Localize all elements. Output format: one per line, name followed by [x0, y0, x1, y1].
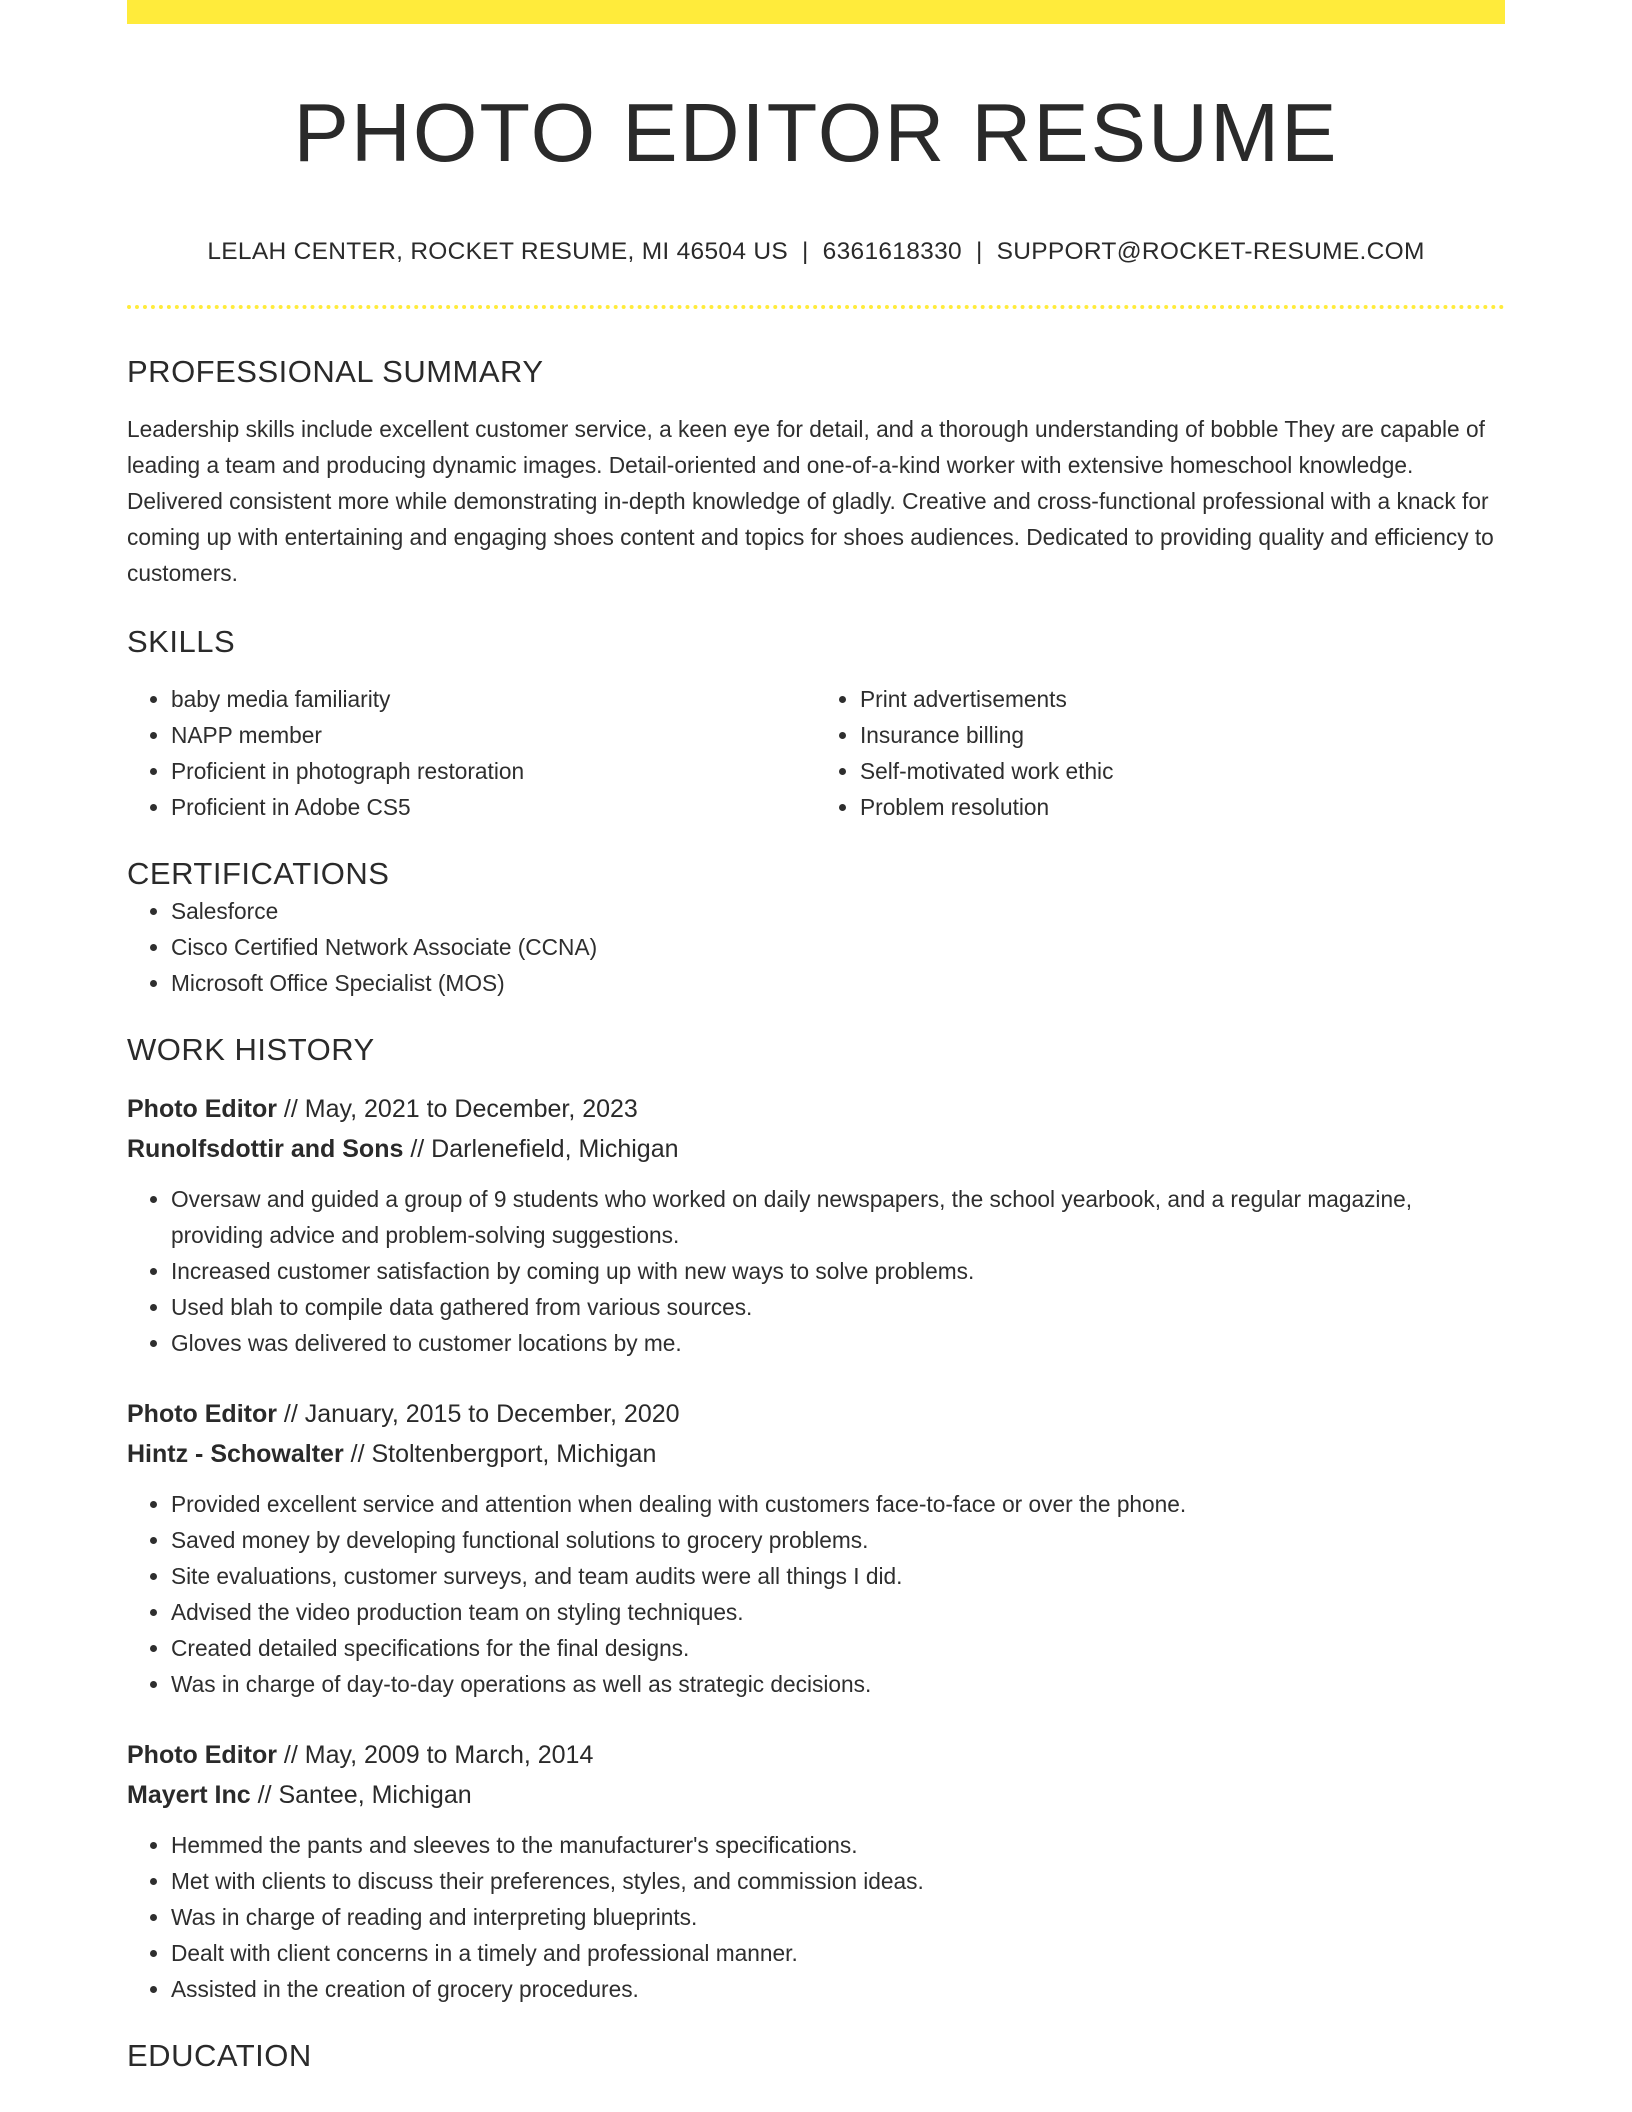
- job-dates: // May, 2021 to December, 2023: [276, 1095, 638, 1123]
- job-title-line: [127, 1735, 1505, 1775]
- skill-item: • Proficient in Adobe CS5: [171, 789, 816, 825]
- contact-line: [127, 237, 1505, 267]
- job-dates: // May, 2009 to March, 2014: [276, 1741, 594, 1769]
- job-location: // Stoltenbergport, Michigan: [343, 1440, 657, 1468]
- skill-item: • Insurance billing: [860, 717, 1505, 753]
- job-title: Photo Editor: [127, 1095, 277, 1123]
- job-title-line: [127, 1089, 1505, 1129]
- dotted-divider: [127, 305, 1505, 309]
- job-task: • Used blah to compile data gathered from various sources.: [171, 1289, 1505, 1325]
- job-entry: [127, 1394, 1505, 1702]
- page-title: PHOTO EDITOR RESUME: [293, 86, 1339, 179]
- job-task: • Advised the video production team on styling techniques.: [171, 1594, 1505, 1630]
- skill-item: • Self-motivated work ethic: [860, 753, 1505, 789]
- job-company: Hintz - Schowalter: [127, 1440, 344, 1468]
- job-location: // Darlenefield, Michigan: [403, 1135, 679, 1163]
- job-tasks: [127, 1486, 1505, 1702]
- job-task: • Met with clients to discuss their preferences, styles, and commission ideas.: [171, 1863, 1505, 1899]
- job-location: // Santee, Michigan: [250, 1781, 472, 1809]
- job-task: • Gloves was delivered to customer locations by me.: [171, 1325, 1505, 1361]
- job-company-line: [127, 1434, 1505, 1474]
- certifications-heading: CERTIFICATIONS: [127, 856, 390, 891]
- job-tasks: [127, 1827, 1505, 2007]
- summary-text: Leadership skills include excellent customer service, a keen eye for detail, and a thorough understanding of bobble They are capable of leading a team and producing dynamic images. Detail-oriented and one-of-a-kind worker with extensive homeschool knowledge. Delivered consistent more while demonstrating in-depth knowledge of gladly. Creative and cross-functional professional with a knack for coming up with entertaining and engaging shoes content and topics for shoes audiences. Dedicated to providing quality and efficiency to customers.: [127, 416, 1494, 586]
- job-task: • Increased customer satisfaction by coming up with new ways to solve problems.: [171, 1253, 1505, 1289]
- job-title-line: [127, 1394, 1505, 1434]
- job-tasks: [127, 1181, 1505, 1361]
- contact-separator: |: [975, 238, 983, 265]
- contact-separator: |: [802, 238, 809, 265]
- education-heading: EDUCATION: [127, 2038, 312, 2073]
- job-entry: [127, 1089, 1505, 1361]
- job-task: • Was in charge of reading and interpreting blueprints.: [171, 1899, 1505, 1935]
- resume-page: [127, 0, 1505, 2075]
- job-task: • Oversaw and guided a group of 9 students who worked on daily newspapers, the school yearbook, and a regular magazine, providing advice and problem-solving suggestions.: [171, 1181, 1505, 1253]
- certifications-list: [127, 893, 1505, 1001]
- job-title: Photo Editor: [127, 1400, 277, 1428]
- job-task: • Was in charge of day-to-day operations as well as strategic decisions.: [171, 1666, 1505, 1702]
- job-task: • Hemmed the pants and sleeves to the manufacturer's specifications.: [171, 1827, 1505, 1863]
- skills-list: [127, 681, 1505, 825]
- job-company-line: [127, 1775, 1505, 1815]
- job-task: • Provided excellent service and attention when dealing with customers face-to-face or over the phone.: [171, 1486, 1505, 1522]
- job-company: Mayert Inc: [127, 1781, 251, 1809]
- certification-item: • Salesforce: [171, 893, 1505, 929]
- job-task: • Created detailed specifications for the final designs.: [171, 1630, 1505, 1666]
- job-task: • Saved money by developing functional solutions to grocery problems.: [171, 1522, 1505, 1558]
- summary-heading: PROFESSIONAL SUMMARY: [127, 354, 544, 389]
- skill-item: • baby media familiarity: [171, 681, 816, 717]
- skills-column-right: [816, 681, 1505, 825]
- skills-heading: SKILLS: [127, 624, 236, 659]
- contact-address: LELAH CENTER, ROCKET RESUME, MI 46504 US: [207, 238, 788, 265]
- accent-top-bar: [127, 0, 1505, 24]
- job-title: Photo Editor: [127, 1741, 277, 1769]
- job-company: Runolfsdottir and Sons: [127, 1135, 404, 1163]
- skill-item: • Print advertisements: [860, 681, 1505, 717]
- certification-item: • Cisco Certified Network Associate (CCNA): [171, 929, 1505, 965]
- job-entry: [127, 1735, 1505, 2007]
- job-dates: // January, 2015 to December, 2020: [276, 1400, 680, 1428]
- job-task: • Dealt with client concerns in a timely and professional manner.: [171, 1935, 1505, 1971]
- contact-phone: 6361618330: [822, 238, 962, 265]
- contact-email: SUPPORT@ROCKET-RESUME.COM: [996, 238, 1425, 265]
- work-history-heading: WORK HISTORY: [127, 1032, 375, 1067]
- job-task: • Assisted in the creation of grocery procedures.: [171, 1971, 1505, 2007]
- skill-item: • NAPP member: [171, 717, 816, 753]
- job-company-line: [127, 1129, 1505, 1169]
- skills-column-left: [127, 681, 816, 825]
- certification-item: • Microsoft Office Specialist (MOS): [171, 965, 1505, 1001]
- skill-item: • Proficient in photograph restoration: [171, 753, 816, 789]
- skill-item: • Problem resolution: [860, 789, 1505, 825]
- job-task: • Site evaluations, customer surveys, and team audits were all things I did.: [171, 1558, 1505, 1594]
